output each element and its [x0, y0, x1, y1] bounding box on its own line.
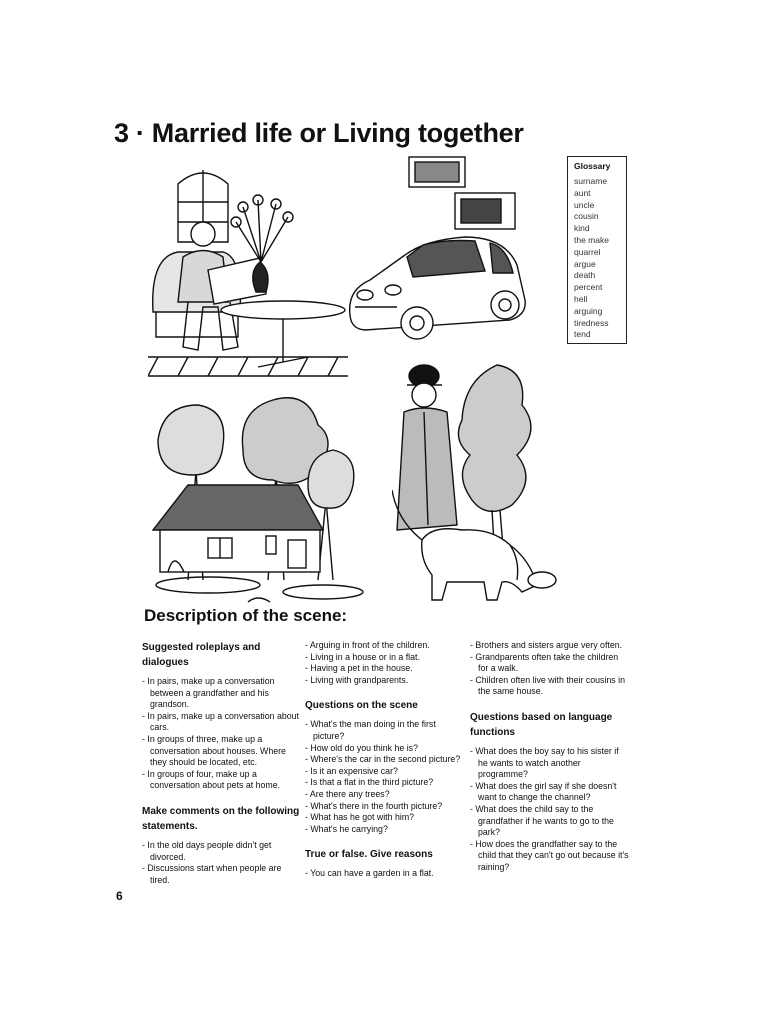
- questions-scene-list: [305, 719, 465, 835]
- list-item: - What has he got with him?: [305, 812, 465, 824]
- section-heading-true-false: True or false. Give reasons: [305, 849, 433, 861]
- illustration-house: [148, 380, 366, 608]
- glossary-word: kind: [574, 223, 590, 234]
- illustration-car: [345, 155, 540, 355]
- illustration-man-with-dog: [392, 360, 572, 605]
- glossary-word: tend: [574, 329, 591, 340]
- list-item: - In groups of three, make up a conversation about houses. Where they should be located, etc.: [142, 734, 300, 769]
- glossary-box: [567, 156, 627, 344]
- roleplays-list: [142, 676, 300, 792]
- list-item: - Having a pet in the house.: [305, 663, 465, 675]
- comments-list-part1: [142, 840, 300, 886]
- list-item: - What does the boy say to his sister if he wants to watch another programme?: [470, 746, 630, 781]
- list-item: - Discussions start when people are tired.: [142, 863, 300, 886]
- list-item: - Arguing in front of the children.: [305, 640, 465, 652]
- list-item: - Is it an expensive car?: [305, 766, 465, 778]
- list-item: - Are there any trees?: [305, 789, 465, 801]
- description-title: Description of the scene:: [144, 606, 348, 625]
- list-item: - Children often live with their cousins in the same house.: [470, 675, 630, 698]
- glossary-word: aunt: [574, 187, 591, 198]
- list-item: - How old do you think he is?: [305, 743, 465, 755]
- glossary-word: hell: [574, 293, 588, 304]
- section-heading-roleplays: Suggested roleplays and dialogues: [142, 642, 261, 668]
- glossary-word: cousin: [574, 211, 599, 222]
- list-item: - In pairs, make up a conversation about cars.: [142, 711, 300, 734]
- glossary-word: percent: [574, 282, 603, 293]
- list-item: - In pairs, make up a conversation between a grandfather and his grandson.: [142, 676, 300, 711]
- list-item: - You can have a garden in a flat.: [305, 868, 465, 880]
- page-number: 6: [116, 889, 123, 903]
- list-item: - What does the girl say if she doesn't want to change the channel?: [470, 781, 630, 804]
- list-item: - What does the child say to the grandfather if he wants to go to the park?: [470, 804, 630, 839]
- section-heading-comments: Make comments on the following statements.: [142, 805, 300, 832]
- list-item: - In the old days people didn't get divorced.: [142, 840, 300, 863]
- glossary-title: Glossary: [574, 161, 611, 171]
- glossary-word: uncle: [574, 199, 595, 210]
- glossary-word: tiredness: [574, 317, 609, 328]
- section-heading-language: Questions based on language functions: [470, 711, 613, 738]
- list-item: - Grandparents often take the children for a walk.: [470, 652, 630, 675]
- true-false-list-part2: [470, 640, 630, 698]
- glossary-word: surname: [574, 176, 608, 186]
- list-item: - What's the man doing in the first picture?: [305, 719, 465, 742]
- section-heading-questions-scene: Questions on the scene: [305, 700, 418, 712]
- list-item: - What's he carrying?: [305, 824, 465, 836]
- comments-list-part2: [305, 640, 465, 686]
- list-item: - Living in a house or in a flat.: [305, 652, 465, 664]
- glossary-list: [574, 176, 626, 341]
- text-column-right: [470, 640, 630, 886]
- list-item: - Living with grandparents.: [305, 675, 465, 687]
- glossary-word: the make: [574, 234, 609, 245]
- language-list: [470, 746, 630, 874]
- glossary-word: arguing: [574, 305, 603, 316]
- page-title: 3 · Married life or Living together: [114, 118, 524, 148]
- glossary-word: death: [574, 270, 596, 281]
- illustration-grandfather-reading: [148, 162, 348, 380]
- list-item: - Is that a flat in the third picture?: [305, 777, 465, 789]
- text-column-middle: [305, 640, 465, 892]
- list-item: - Where's the car in the second picture?: [305, 754, 465, 766]
- list-item: - How does the grandfather say to the child that they can't go out because it's raining?: [470, 839, 630, 874]
- list-item: - In groups of four, make up a conversation about pets at home.: [142, 769, 300, 792]
- glossary-word: quarrel: [574, 246, 601, 257]
- list-item: - Brothers and sisters argue very often.: [470, 640, 630, 652]
- text-column-left: [142, 640, 300, 898]
- glossary-word: argue: [574, 258, 596, 269]
- true-false-list-part1: [305, 868, 465, 880]
- list-item: - What's there in the fourth picture?: [305, 801, 465, 813]
